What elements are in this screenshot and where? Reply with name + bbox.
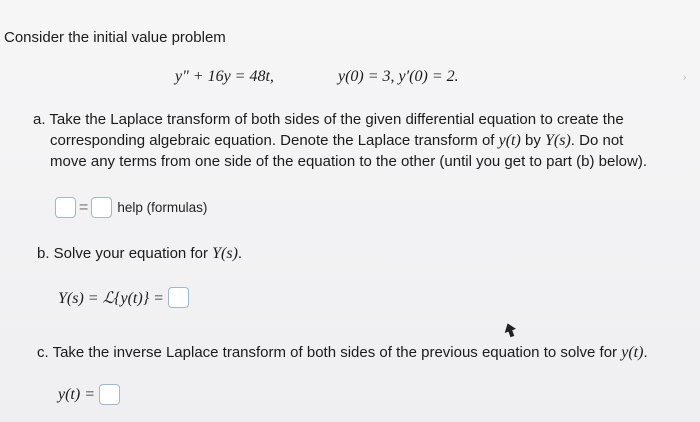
part-b-period: .	[237, 245, 243, 262]
part-b-answer-row	[58, 287, 189, 308]
differential-equation: y″ + 16y = 48t,	[175, 68, 274, 85]
part-a-left-input[interactable]	[55, 197, 76, 218]
part-a-line-2	[33, 130, 683, 151]
margin-mark: ›	[683, 72, 687, 83]
part-c-input[interactable]	[99, 384, 120, 405]
part-c-instructions	[37, 344, 648, 362]
part-c-period: .	[643, 344, 648, 361]
part-b-lhs: Y(s) = ℒ{y(t)} =	[58, 289, 164, 307]
equals-sign: =	[79, 198, 89, 216]
mouse-pointer-icon	[503, 322, 517, 343]
help-formulas-link[interactable]: help (formulas)	[117, 200, 208, 215]
part-a-line-3: move any terms from one side of the equation to the other (until you get to part (b) below).	[50, 153, 647, 170]
part-a-line-1: a. Take the Laplace transform of both sides of the given differential equation to create the	[33, 111, 624, 128]
part-b-text: b. Solve your equation for	[37, 245, 213, 262]
problem-intro: Consider the initial value problem	[4, 29, 226, 46]
part-c-answer-row	[58, 384, 120, 405]
part-a-answer-row	[55, 197, 207, 218]
part-a-Y-of-s: Y(s)	[545, 132, 571, 149]
part-a-line-2-end: . Do not	[570, 132, 624, 149]
part-a-instructions	[33, 109, 683, 172]
part-b-Y-of-s: Y(s)	[212, 245, 238, 262]
part-c-lhs: y(t) =	[58, 385, 95, 403]
part-c-y-of-t: y(t)	[621, 344, 644, 361]
part-a-y-of-t: y(t)	[498, 132, 521, 149]
part-b-input[interactable]	[168, 287, 189, 308]
initial-conditions: y(0) = 3, y′(0) = 2.	[338, 68, 459, 85]
part-a-by: by	[520, 132, 546, 149]
part-c-text: c. Take the inverse Laplace transform of both sides of the previous equation to solve for	[37, 344, 622, 361]
part-b-instructions	[37, 245, 242, 263]
part-a-right-input[interactable]	[91, 197, 112, 218]
part-a-line-2-start: corresponding algebraic equation. Denote the Laplace transform of	[50, 132, 499, 149]
